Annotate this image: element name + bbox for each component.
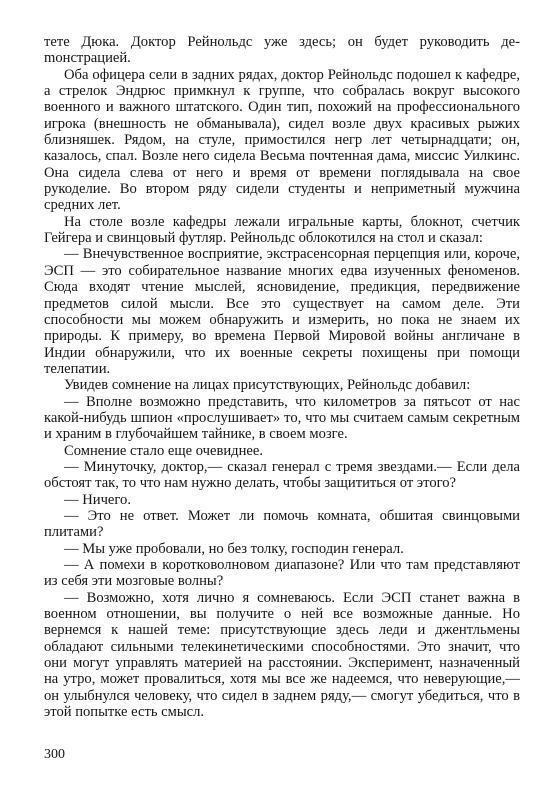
paragraph-11: — Мы уже пробовали, но без толку, господин генерал. (64, 540, 404, 557)
paragraph-8: — Минуточку, доктор,— сказал генерал с тремя звездами.— Если дела обстоят так, то что нам нужно делать, чтобы защититься от этого? (44, 458, 520, 492)
paragraph-12: — А помехи в коротковолновом диапазоне? Или что там представляют из себя эти мозговые волны? (44, 557, 520, 590)
paragraph-7: Сомнение стало еще очевиднее. (64, 442, 264, 459)
paragraph-5: Увидев сомнение на лицах присутствующих, Рейнольдс добавил: (64, 377, 471, 394)
paragraph-4: — Внечувственное восприятие, экстрасенсорная перцепция или, короче, ЭСП — это собирательное название многих едва изученных феноменов. Сюда входят чтение мыслей, ясновидение, предикция, передвижение предметов силой мысли. Все это существует на самом деле. Эти способности мы можем обнаружить и измерить, но пока не знаем их природы. К примеру, во времена Первой Мировой войны англичане в Индии обнаружили, что их военные секреты похищены при помощи телепатии. (44, 246, 520, 377)
paragraph-3: На столе возле кафедры лежали игральные карты, блокнот, счетчик Гейгера и свинцовый футляр. Рейнольдс облокотился на стол и сказал: (44, 213, 520, 247)
paragraph-2: Оба офицера сели в задних рядах, доктор Рейнольдс подошел к кафедре, а стрелок Эндрюс примкнул к группе, что собралась вокруг высокого военного и важного штатского. Один тип, похожий на профессионального игрока (внешность не обманывала), сидел возле двух красивых рыжих близняшек. Рядом, на стуле, примостился негр лет четырнадцати; он, казалось, спал. Возле него сидела Весьма почтенная дама, миссис Уилкинс. Она сидела слева от него и время от времени поглядывала на свое рукоделие. Во втором ряду сидели студенты и неприметный мужчина средних лет. (44, 66, 520, 214)
page-number: 300 (44, 747, 65, 762)
paragraph-6: — Вполне возможно представить, что километров за пятьсот от нас какой-нибудь шпион «прослушивает» то, что мы считаем самым секретным и храним в глубочайшем тайнике, в своем мозге. (44, 393, 520, 443)
paragraph-13: — Возможно, хотя лично я сомневаюсь. Если ЭСП станет важна в военном отношении, вы получите о ней все возможные данные. Но вернемся к нашей теме: присутствующие здесь леди и джентльмены обладают сильными телекинетическими способностями. Это значит, что они могут управлять материей на расстоянии. Эксперимент, назначенный на утро, может провалиться, хотя мы все же надеемся, что неверующие,— он улыбнулся человеку, что сидел в заднем ряду,— смогут убедиться, что в этой попытке есть смысл. (44, 589, 520, 721)
paragraph-10: — Это не ответ. Может ли помочь комната, обшитая свинцовыми плитами? (44, 507, 520, 541)
paragraph-1: тете Дюка. Доктор Рейнольдс уже здесь; он будет руководить деmонстрацией. (44, 34, 520, 67)
page-text (44, 34, 520, 720)
paragraph-9: — Ничего. (64, 491, 131, 508)
